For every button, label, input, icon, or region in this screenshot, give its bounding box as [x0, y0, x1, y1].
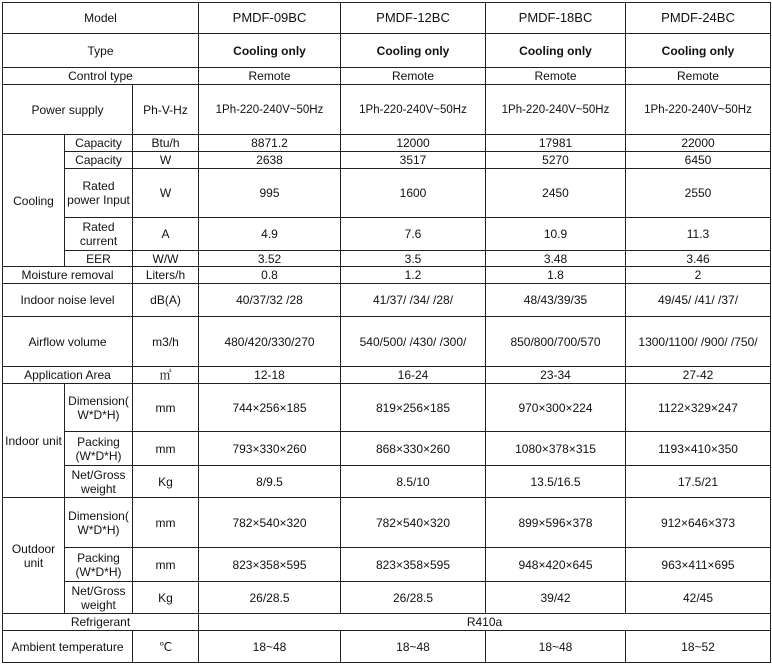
row-label: Airflow volume [3, 317, 133, 367]
airflow-volume-row [3, 317, 771, 367]
model-label: Model [3, 3, 199, 34]
row-value: 850/800/700/570 [486, 317, 626, 367]
row-value: 2450 [486, 169, 626, 218]
cooling-rated-current-row [3, 218, 771, 251]
row-value: 26/28.5 [341, 582, 486, 614]
row-value: 823×358×595 [341, 548, 486, 582]
control-type-value: Remote [486, 68, 626, 85]
indoor-dimension-row [3, 384, 771, 432]
row-label: Refrigerant [3, 614, 199, 631]
row-label: Dimension( W*D*H) [65, 384, 133, 432]
row-unit: A [133, 218, 199, 251]
row-value: 16-24 [341, 367, 486, 384]
row-label: Net/Gross weight [65, 466, 133, 498]
row-value: 3.5 [341, 251, 486, 267]
row-value: 13.5/16.5 [486, 466, 626, 498]
cooling-capacity-w-row [3, 152, 771, 169]
row-unit: W [133, 169, 199, 218]
row-value: 912×646×373 [626, 498, 771, 548]
row-label: Net/Gross weight [65, 582, 133, 614]
type-row [3, 34, 771, 68]
row-value: 8871.2 [199, 135, 341, 152]
row-label: Rated power Input [65, 169, 133, 218]
row-unit: ℃ [133, 631, 199, 663]
moisture-removal-row [3, 267, 771, 284]
power-supply-value: 1Ph-220-240V~50Hz [486, 85, 626, 135]
power-supply-value: 1Ph-220-240V~50Hz [199, 85, 341, 135]
power-supply-value: 1Ph-220-240V~50Hz [626, 85, 771, 135]
row-value: 793×330×260 [199, 432, 341, 466]
refrigerant-value: R410a [199, 614, 771, 631]
row-unit: Liters/h [133, 267, 199, 284]
row-value: 49/45/ /41/ /37/ [626, 284, 771, 317]
row-value: 819×256×185 [341, 384, 486, 432]
model-name: PMDF-09BC [199, 3, 341, 34]
indoor-packing-row [3, 432, 771, 466]
model-row [3, 3, 771, 34]
row-value: 18~48 [486, 631, 626, 663]
row-unit: mm [133, 498, 199, 548]
model-name: PMDF-18BC [486, 3, 626, 34]
row-label: Ambient temperature [3, 631, 133, 663]
row-value: 3.48 [486, 251, 626, 267]
row-value: 782×540×320 [199, 498, 341, 548]
refrigerant-row [3, 614, 771, 631]
outdoor-dimension-row [3, 498, 771, 548]
row-value: 1.2 [341, 267, 486, 284]
row-value: 1600 [341, 169, 486, 218]
row-value: 6450 [626, 152, 771, 169]
indoor-weight-row [3, 466, 771, 498]
row-unit: mm [133, 384, 199, 432]
row-value: 18~52 [626, 631, 771, 663]
row-unit: Kg [133, 466, 199, 498]
model-name: PMDF-24BC [626, 3, 771, 34]
power-supply-value: 1Ph-220-240V~50Hz [341, 85, 486, 135]
row-value: 7.6 [341, 218, 486, 251]
row-unit: ㎡ [133, 367, 199, 384]
row-label: Indoor noise level [3, 284, 133, 317]
cooling-group-label: Cooling [3, 135, 65, 267]
row-value: 2550 [626, 169, 771, 218]
type-value: Cooling only [199, 34, 341, 68]
outdoor-weight-row [3, 582, 771, 614]
row-value: 823×358×595 [199, 548, 341, 582]
row-value: 3517 [341, 152, 486, 169]
row-value: 40/37/32 /28 [199, 284, 341, 317]
row-value: 17981 [486, 135, 626, 152]
row-unit: mm [133, 548, 199, 582]
cooling-eer-row [3, 251, 771, 267]
outdoor-packing-row [3, 548, 771, 582]
row-value: 1193×410×350 [626, 432, 771, 466]
row-label: Dimension( W*D*H) [65, 498, 133, 548]
row-value: 899×596×378 [486, 498, 626, 548]
row-value: 8.5/10 [341, 466, 486, 498]
row-value: 12000 [341, 135, 486, 152]
row-value: 18~48 [199, 631, 341, 663]
row-label: Packing (W*D*H) [65, 548, 133, 582]
row-value: 27-42 [626, 367, 771, 384]
model-name: PMDF-12BC [341, 3, 486, 34]
row-unit: Btu/h [133, 135, 199, 152]
row-value: 12-18 [199, 367, 341, 384]
row-label: Packing (W*D*H) [65, 432, 133, 466]
power-supply-label: Power supply [3, 85, 133, 135]
spec-table [2, 2, 771, 663]
row-value: 11.3 [626, 218, 771, 251]
row-label: Application Area [3, 367, 133, 384]
row-value: 5270 [486, 152, 626, 169]
control-type-row [3, 68, 771, 85]
row-value: 23-34 [486, 367, 626, 384]
row-unit: dB(A) [133, 284, 199, 317]
row-value: 42/45 [626, 582, 771, 614]
row-value: 3.52 [199, 251, 341, 267]
row-value: 995 [199, 169, 341, 218]
type-value: Cooling only [626, 34, 771, 68]
row-label: Moisture removal [3, 267, 133, 284]
row-value: 41/37/ /34/ /28/ [341, 284, 486, 317]
row-value: 39/42 [486, 582, 626, 614]
row-value: 480/420/330/270 [199, 317, 341, 367]
row-value: 2638 [199, 152, 341, 169]
type-value: Cooling only [341, 34, 486, 68]
type-value: Cooling only [486, 34, 626, 68]
cooling-rated-power-row [3, 169, 771, 218]
type-label: Type [3, 34, 199, 68]
row-value: 3.46 [626, 251, 771, 267]
row-value: 10.9 [486, 218, 626, 251]
row-label: Capacity [65, 135, 133, 152]
outdoor-unit-group-label: Outdoor unit [3, 498, 65, 614]
power-supply-row [3, 85, 771, 135]
row-value: 963×411×695 [626, 548, 771, 582]
row-value: 8/9.5 [199, 466, 341, 498]
control-type-value: Remote [199, 68, 341, 85]
ambient-temperature-row [3, 631, 771, 663]
row-value: 1080×378×315 [486, 432, 626, 466]
indoor-unit-group-label: Indoor unit [3, 384, 65, 498]
row-unit: mm [133, 432, 199, 466]
row-label: Rated current [65, 218, 133, 251]
row-value: 2 [626, 267, 771, 284]
row-unit: Kg [133, 582, 199, 614]
row-value: 1122×329×247 [626, 384, 771, 432]
row-value: 26/28.5 [199, 582, 341, 614]
application-area-row [3, 367, 771, 384]
row-label: Capacity [65, 152, 133, 169]
row-value: 868×330×260 [341, 432, 486, 466]
row-value: 540/500/ /430/ /300/ [341, 317, 486, 367]
row-unit: W/W [133, 251, 199, 267]
row-value: 22000 [626, 135, 771, 152]
power-supply-unit: Ph-V-Hz [133, 85, 199, 135]
row-value: 782×540×320 [341, 498, 486, 548]
row-value: 970×300×224 [486, 384, 626, 432]
row-value: 4.9 [199, 218, 341, 251]
row-value: 744×256×185 [199, 384, 341, 432]
control-type-value: Remote [341, 68, 486, 85]
cooling-capacity-btu-row [3, 135, 771, 152]
indoor-noise-row [3, 284, 771, 317]
control-type-value: Remote [626, 68, 771, 85]
row-value: 48/43/39/35 [486, 284, 626, 317]
row-value: 1.8 [486, 267, 626, 284]
row-unit: m3/h [133, 317, 199, 367]
row-value: 948×420×645 [486, 548, 626, 582]
control-type-label: Control type [3, 68, 199, 85]
row-label: EER [65, 251, 133, 267]
row-value: 1300/1100/ /900/ /750/ [626, 317, 771, 367]
row-value: 17.5/21 [626, 466, 771, 498]
row-value: 0.8 [199, 267, 341, 284]
row-unit: W [133, 152, 199, 169]
row-value: 18~48 [341, 631, 486, 663]
